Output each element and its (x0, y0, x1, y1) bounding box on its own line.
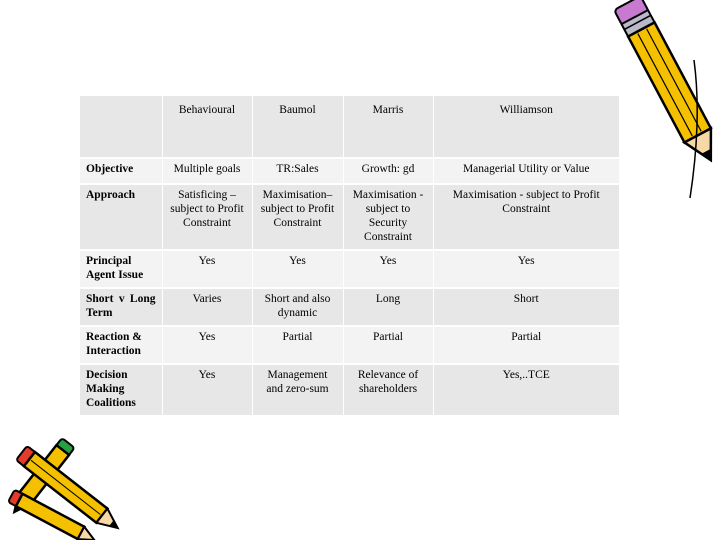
row-label: Decision Making Coalitions (80, 364, 162, 415)
table-row-decision-coalitions (80, 364, 619, 415)
table-cell: Yes,..TCE (433, 364, 619, 415)
table-cell: Yes (433, 250, 619, 288)
table-row-approach (80, 184, 619, 250)
table-header-row (80, 96, 619, 158)
table-cell: Short (433, 288, 619, 326)
pencil-icon (590, 0, 720, 200)
table-cell: Partial (343, 326, 433, 364)
table-cell: Growth: gd (343, 158, 433, 184)
table-cell: TR:Sales (252, 158, 343, 184)
table-row-short-long-term (80, 288, 619, 326)
header-williamson: Williamson (433, 96, 619, 158)
header-blank-cell (80, 96, 162, 158)
table-cell: Partial (433, 326, 619, 364)
row-label: Objective (80, 158, 162, 184)
row-label: Short v Long Term (80, 288, 162, 326)
table-cell: Yes (162, 326, 252, 364)
table-cell: Maximisation - subject to Security Constraint (343, 184, 433, 250)
table-cell: Satisficing – subject to Profit Constraint (162, 184, 252, 250)
comparison-table (80, 96, 619, 415)
header-behavioural: Behavioural (162, 96, 252, 158)
row-label: Approach (80, 184, 162, 250)
table-row-objective (80, 158, 619, 184)
table-cell: Short and also dynamic (252, 288, 343, 326)
table-cell: Yes (162, 364, 252, 415)
table-cell: Relevance of shareholders (343, 364, 433, 415)
table-row-principal-agent (80, 250, 619, 288)
crayons-icon (0, 430, 150, 540)
table-cell: Yes (162, 250, 252, 288)
table-cell: Partial (252, 326, 343, 364)
table-cell: Yes (343, 250, 433, 288)
table-cell: Long (343, 288, 433, 326)
table-cell: Yes (252, 250, 343, 288)
table-cell: Multiple goals (162, 158, 252, 184)
row-label: Principal Agent Issue (80, 250, 162, 288)
table-cell: Varies (162, 288, 252, 326)
header-marris: Marris (343, 96, 433, 158)
table-cell: Managerial Utility or Value (433, 158, 619, 184)
table-cell: Maximisation - subject to Profit Constraint (433, 184, 619, 250)
table-row-reaction-interaction (80, 326, 619, 364)
table-cell: Maximisation– subject to Profit Constraint (252, 184, 343, 250)
table-cell: Management and zero-sum (252, 364, 343, 415)
row-label: Reaction & Interaction (80, 326, 162, 364)
header-baumol: Baumol (252, 96, 343, 158)
